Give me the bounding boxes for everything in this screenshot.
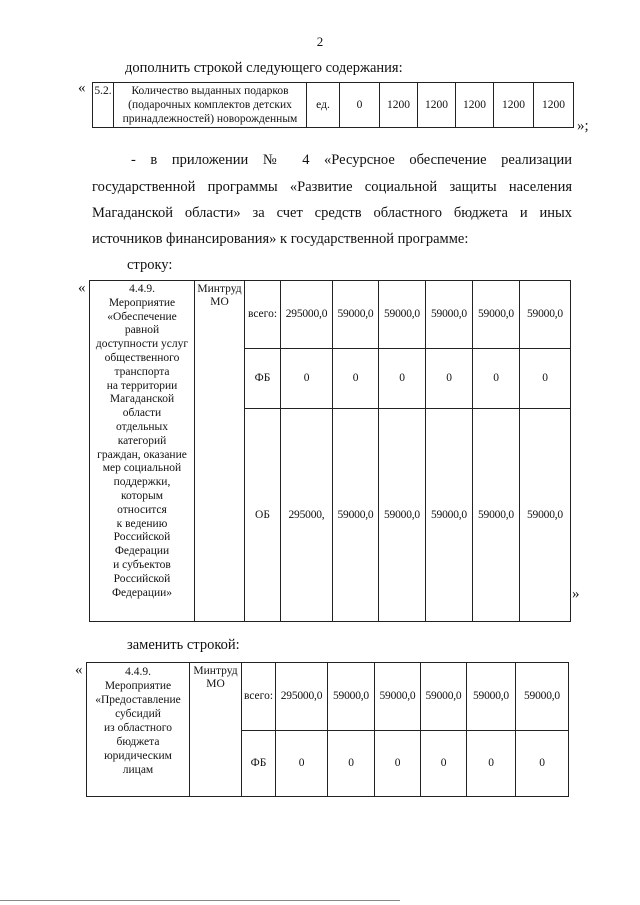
value-cell: 295000, [281,409,333,622]
table-row [90,281,571,349]
row-label: строку: [127,257,173,273]
value-cell: 59000,0 [333,281,379,349]
value-cell: 295000,0 [276,663,328,731]
funding-label: всего: [245,281,281,349]
value-cell: 59000,0 [379,281,426,349]
value-cell: 0 [333,349,379,409]
funding-label: ФБ [242,731,276,797]
value-cell: 59000,0 [375,663,421,731]
resource-table-new [86,662,569,797]
row-number: 5.2. [93,83,114,128]
paragraph-line: Магаданской области» за счет средств областного бюджета и иных [92,205,572,221]
open-quote: « [78,280,86,296]
page-number: 2 [316,34,324,49]
value-cell: 0 [281,349,333,409]
value-cell: 59000,0 [516,663,569,731]
intro-text: дополнить строкой следующего содержания: [125,60,403,76]
table-row [87,663,569,731]
executor-cell: Минтруд МО [190,663,242,797]
value-cell: 59000,0 [379,409,426,622]
replace-label: заменить строкой: [127,637,240,653]
value-cell: 295000,0 [281,281,333,349]
value-cell: 59000,0 [520,281,571,349]
indicator-table [92,82,574,128]
value-cell: 0 [340,83,380,128]
value-cell: 0 [520,349,571,409]
value-cell: 0 [516,731,569,797]
value-cell: 0 [375,731,421,797]
open-quote: « [78,80,86,96]
value-cell: 1200 [456,83,494,128]
value-cell: 1200 [418,83,456,128]
open-quote: « [75,662,83,678]
close-quote: » [572,586,580,602]
value-cell: 0 [426,349,473,409]
value-cell: 0 [276,731,328,797]
unit-cell: ед. [307,83,340,128]
indicator-description: Количество выданных подарков (подарочных комплектов детских принадлежностей) новорожденным [114,83,307,128]
resource-table-old [89,280,571,622]
measure-description: 4.4.9. Мероприятие «Обеспечение равной доступности услуг общественного транспорта на территории Магаданской области отдельных категорий граждан, оказание мер социальной поддержки, которым относится к ведению Российской Федерации и субъектов Российской Федерации» [90,281,195,622]
value-cell: 0 [379,349,426,409]
value-cell: 59000,0 [426,281,473,349]
value-cell: 59000,0 [426,409,473,622]
funding-label: всего: [242,663,276,731]
paragraph-line: государственной программы «Развитие социальной защиты населения [92,179,572,195]
close-quote: »; [577,118,589,134]
value-cell: 59000,0 [421,663,467,731]
value-cell: 1200 [534,83,574,128]
value-cell: 59000,0 [333,409,379,622]
value-cell: 59000,0 [467,663,516,731]
paragraph-line: источников финансирования» к государственной программе: [92,231,469,247]
value-cell: 59000,0 [473,409,520,622]
page-edge-line [0,900,400,901]
executor-cell: Минтруд МО [195,281,245,622]
value-cell: 1200 [494,83,534,128]
measure-description: 4.4.9. Мероприятие «Предоставление субсидий из областного бюджета юридическим лицам [87,663,190,797]
paragraph-line: - в приложении № 4 «Ресурсное обеспечение реализации [131,152,572,168]
value-cell: 0 [328,731,375,797]
value-cell: 1200 [380,83,418,128]
funding-label: ОБ [245,409,281,622]
value-cell: 59000,0 [520,409,571,622]
value-cell: 59000,0 [328,663,375,731]
value-cell: 0 [467,731,516,797]
funding-label: ФБ [245,349,281,409]
value-cell: 59000,0 [473,281,520,349]
value-cell: 0 [473,349,520,409]
value-cell: 0 [421,731,467,797]
table-row [93,83,574,128]
